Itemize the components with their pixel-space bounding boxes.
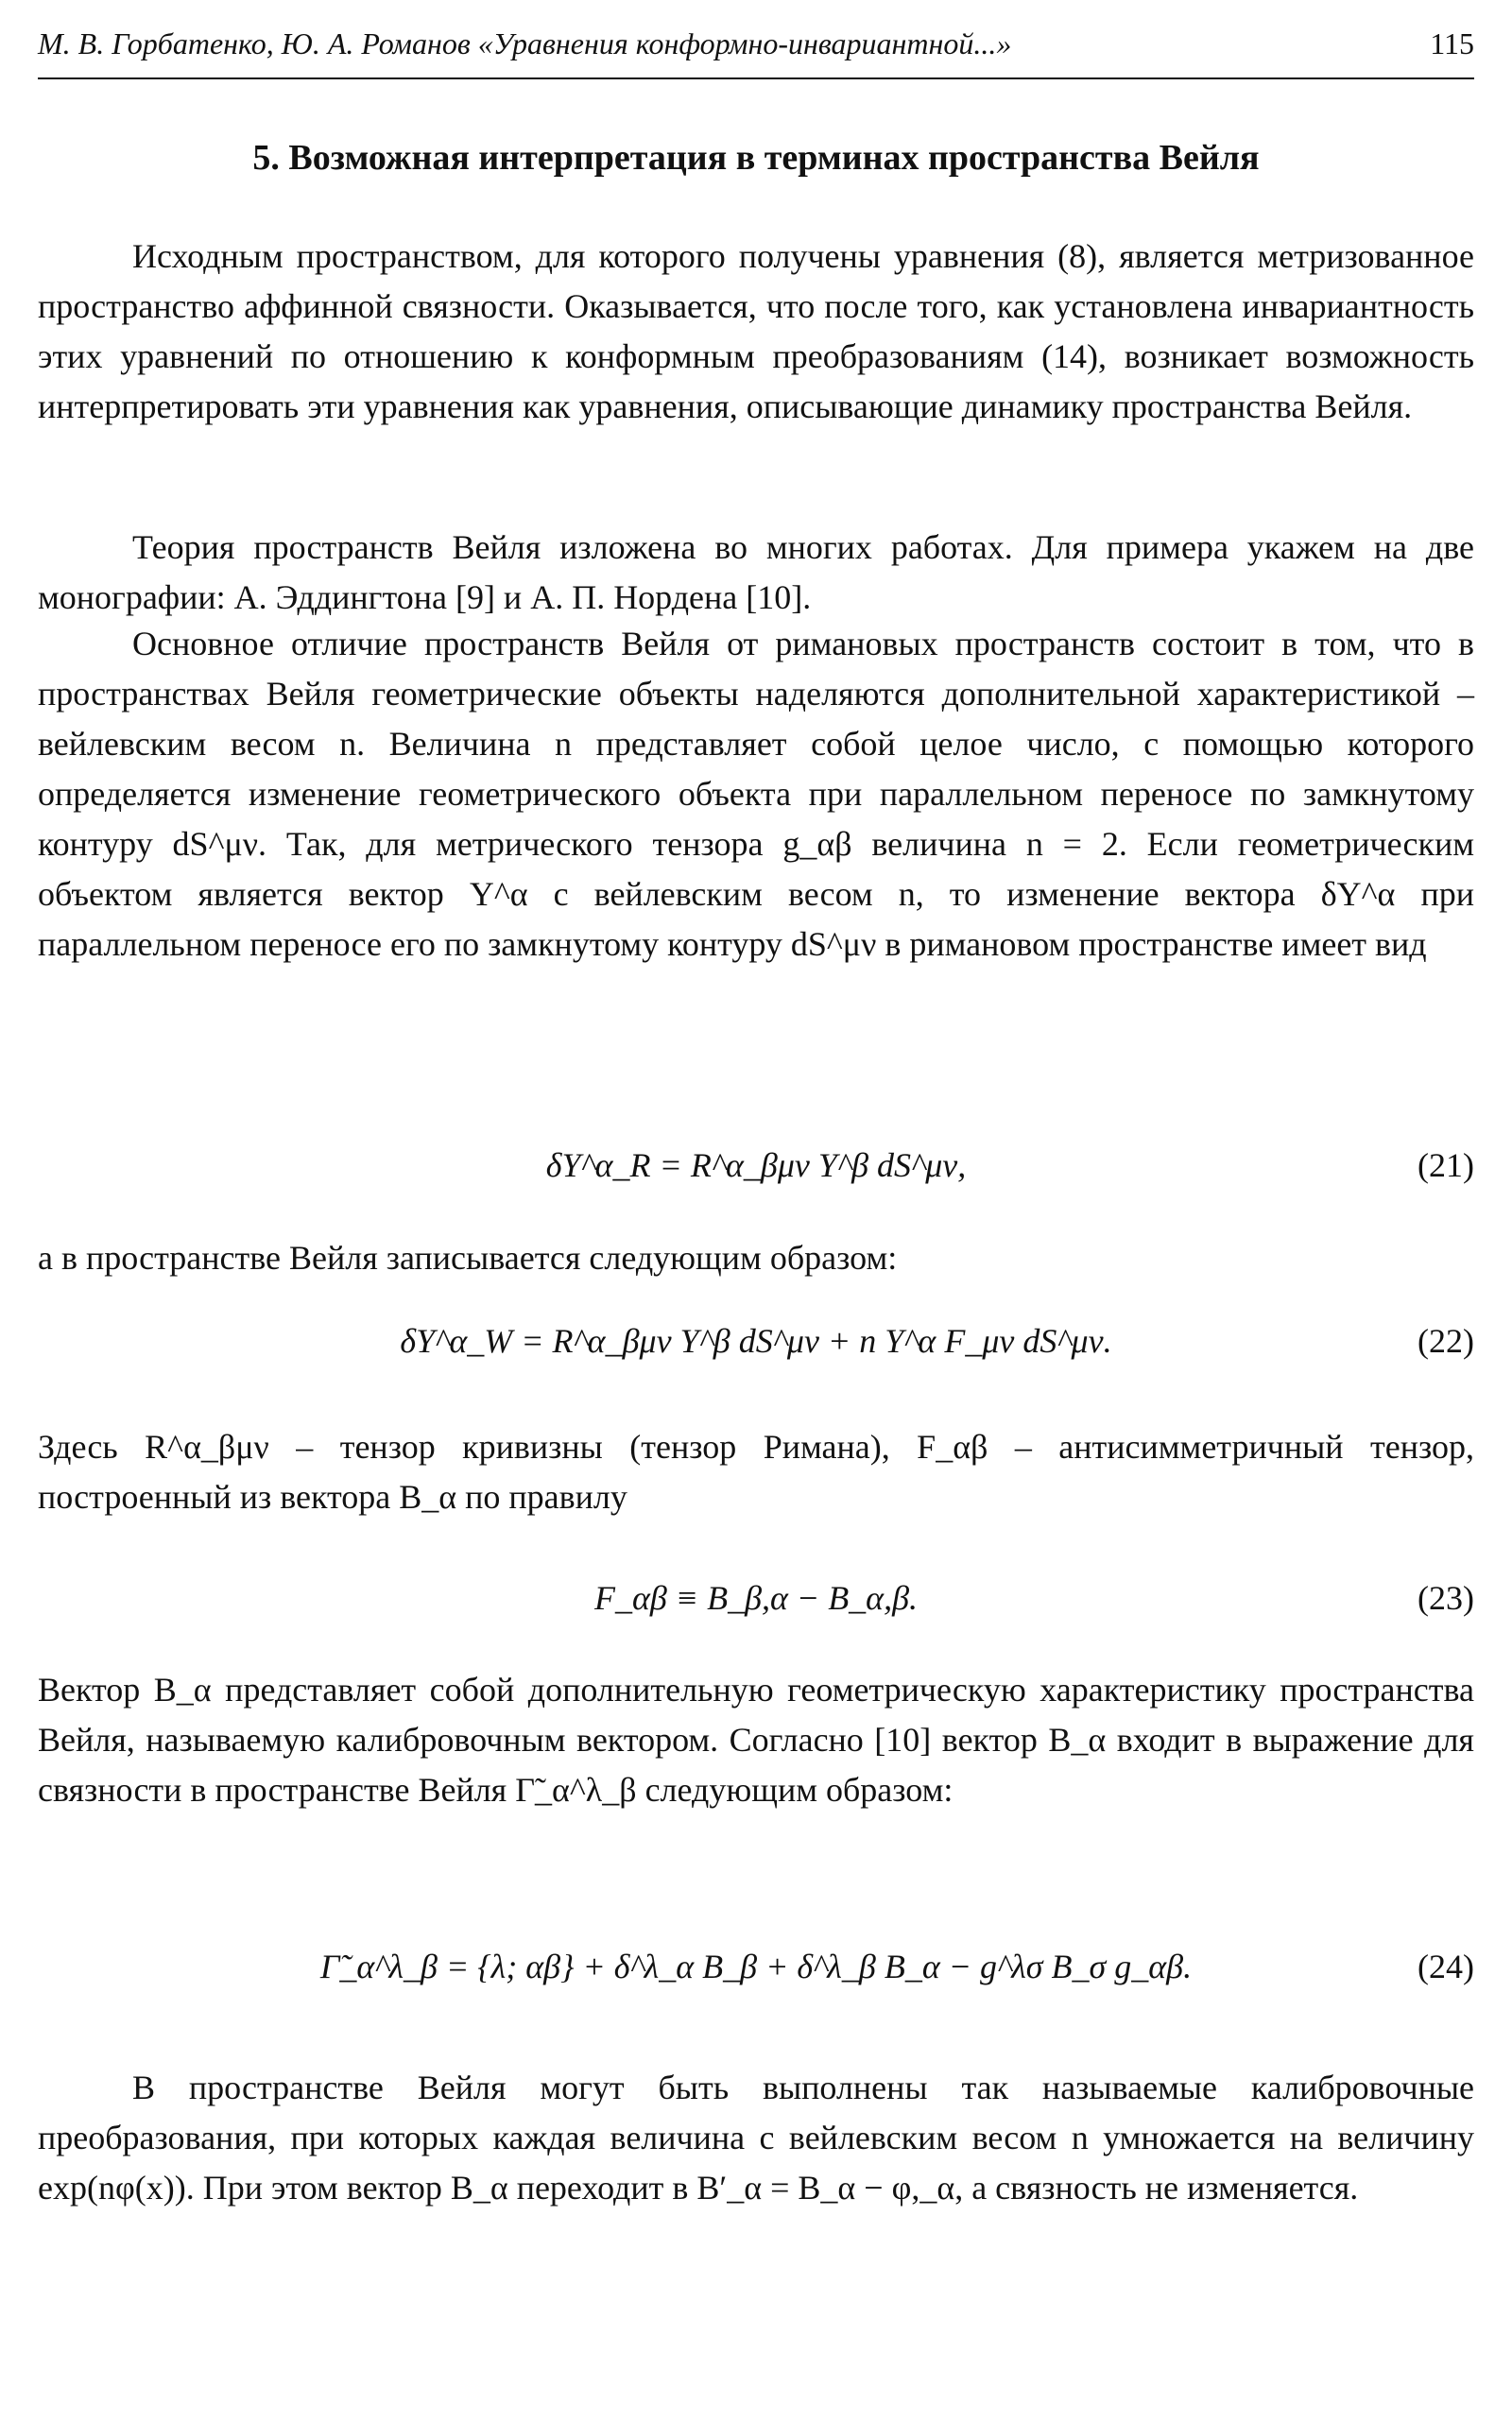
equation-24-number: (24) [1418,1948,1474,1985]
paragraph-1: Исходным пространством, для которого получены уравнения (8), является метризованное пространство аффинной связности. Оказывается, что после того, как установлена инвариантность этих уравнений по отношению к конформным преобразованиям (14), возникает возможность интерпретировать эти уравнения как уравнения, описывающие динамику пространства Вейля. [38,237,1474,425]
equation-24-expr: Γ̃_α^λ_β = {λ; αβ} + δ^λ_α B_β + δ^λ_β B_α − g^λσ B_σ g_αβ. [319,1948,1193,1985]
paragraph-2: Теория пространств Вейля изложена во многих работах. Для примера укажем на две монографии: А. Эддингтона [9] и А. П. Нордена [10]. [38,528,1474,616]
running-title: М. В. Горбатенко, Ю. А. Романов «Уравнения конформно-инвариантной...» [38,26,1012,60]
paragraph-6: Вектор B_α представляет собой дополнительную геометрическую характеристику пространства Вейля, называемую калибровочным вектором. Согласно [10] вектор B_α входит в выражение для связности в пространстве Вейля Γ̃_α^λ_β следующим образом: [38,1671,1474,1809]
running-header [38,26,1474,61]
equation-22-expr: δY^α_W = R^α_βμν Y^β dS^μν + n Y^α F_μν dS^μν. [400,1322,1112,1360]
paragraph-4: а в пространстве Вейля записывается следующим образом: [38,1239,898,1277]
equation-23-expr: F_αβ ≡ B_β,α − B_α,β. [593,1579,919,1617]
equation-21-expr: δY^α_R = R^α_βμν Y^β dS^μν, [545,1146,967,1184]
page-number: 115 [1430,26,1474,60]
equation-21-number: (21) [1418,1146,1474,1184]
paragraph-3: Основное отличие пространств Вейля от римановых пространств состоит в том, что в пространствах Вейля геометрические объекты наделяются дополнительной характеристикой – вейлевским весом n. Величина n представляет собой целое число, с помощью которого определяется изменение геометрического объекта при параллельном переносе по замкнутому контуру dS^μν. Так, для метрического тензора g_αβ величина n = 2. Если геометрическим объектом является вектор Y^α с вейлевским весом n, то изменение вектора δY^α при параллельном переносе его по замкнутому контуру dS^μν в римановом пространстве имеет вид [38,625,1474,963]
section-title: 5. Возможная интерпретация в терминах пространства Вейля [252,138,1260,178]
equation-23-number: (23) [1418,1579,1474,1617]
header-rule [38,77,1474,79]
paragraph-5: Здесь R^α_βμν – тензор кривизны (тензор Римана), F_αβ – антисимметричный тензор, построенный из вектора B_α по правилу [38,1428,1474,1516]
paragraph-7: В пространстве Вейля могут быть выполнены так называемые калибровочные преобразования, при которых каждая величина с вейлевским весом n умножается на величину exp(nφ(x)). При этом вектор B_α переходит в B′_α = B_α − φ,_α, а связность не изменяется. [38,2069,1474,2207]
journal-page [38,0,1474,2422]
equation-22-number: (22) [1418,1322,1474,1360]
